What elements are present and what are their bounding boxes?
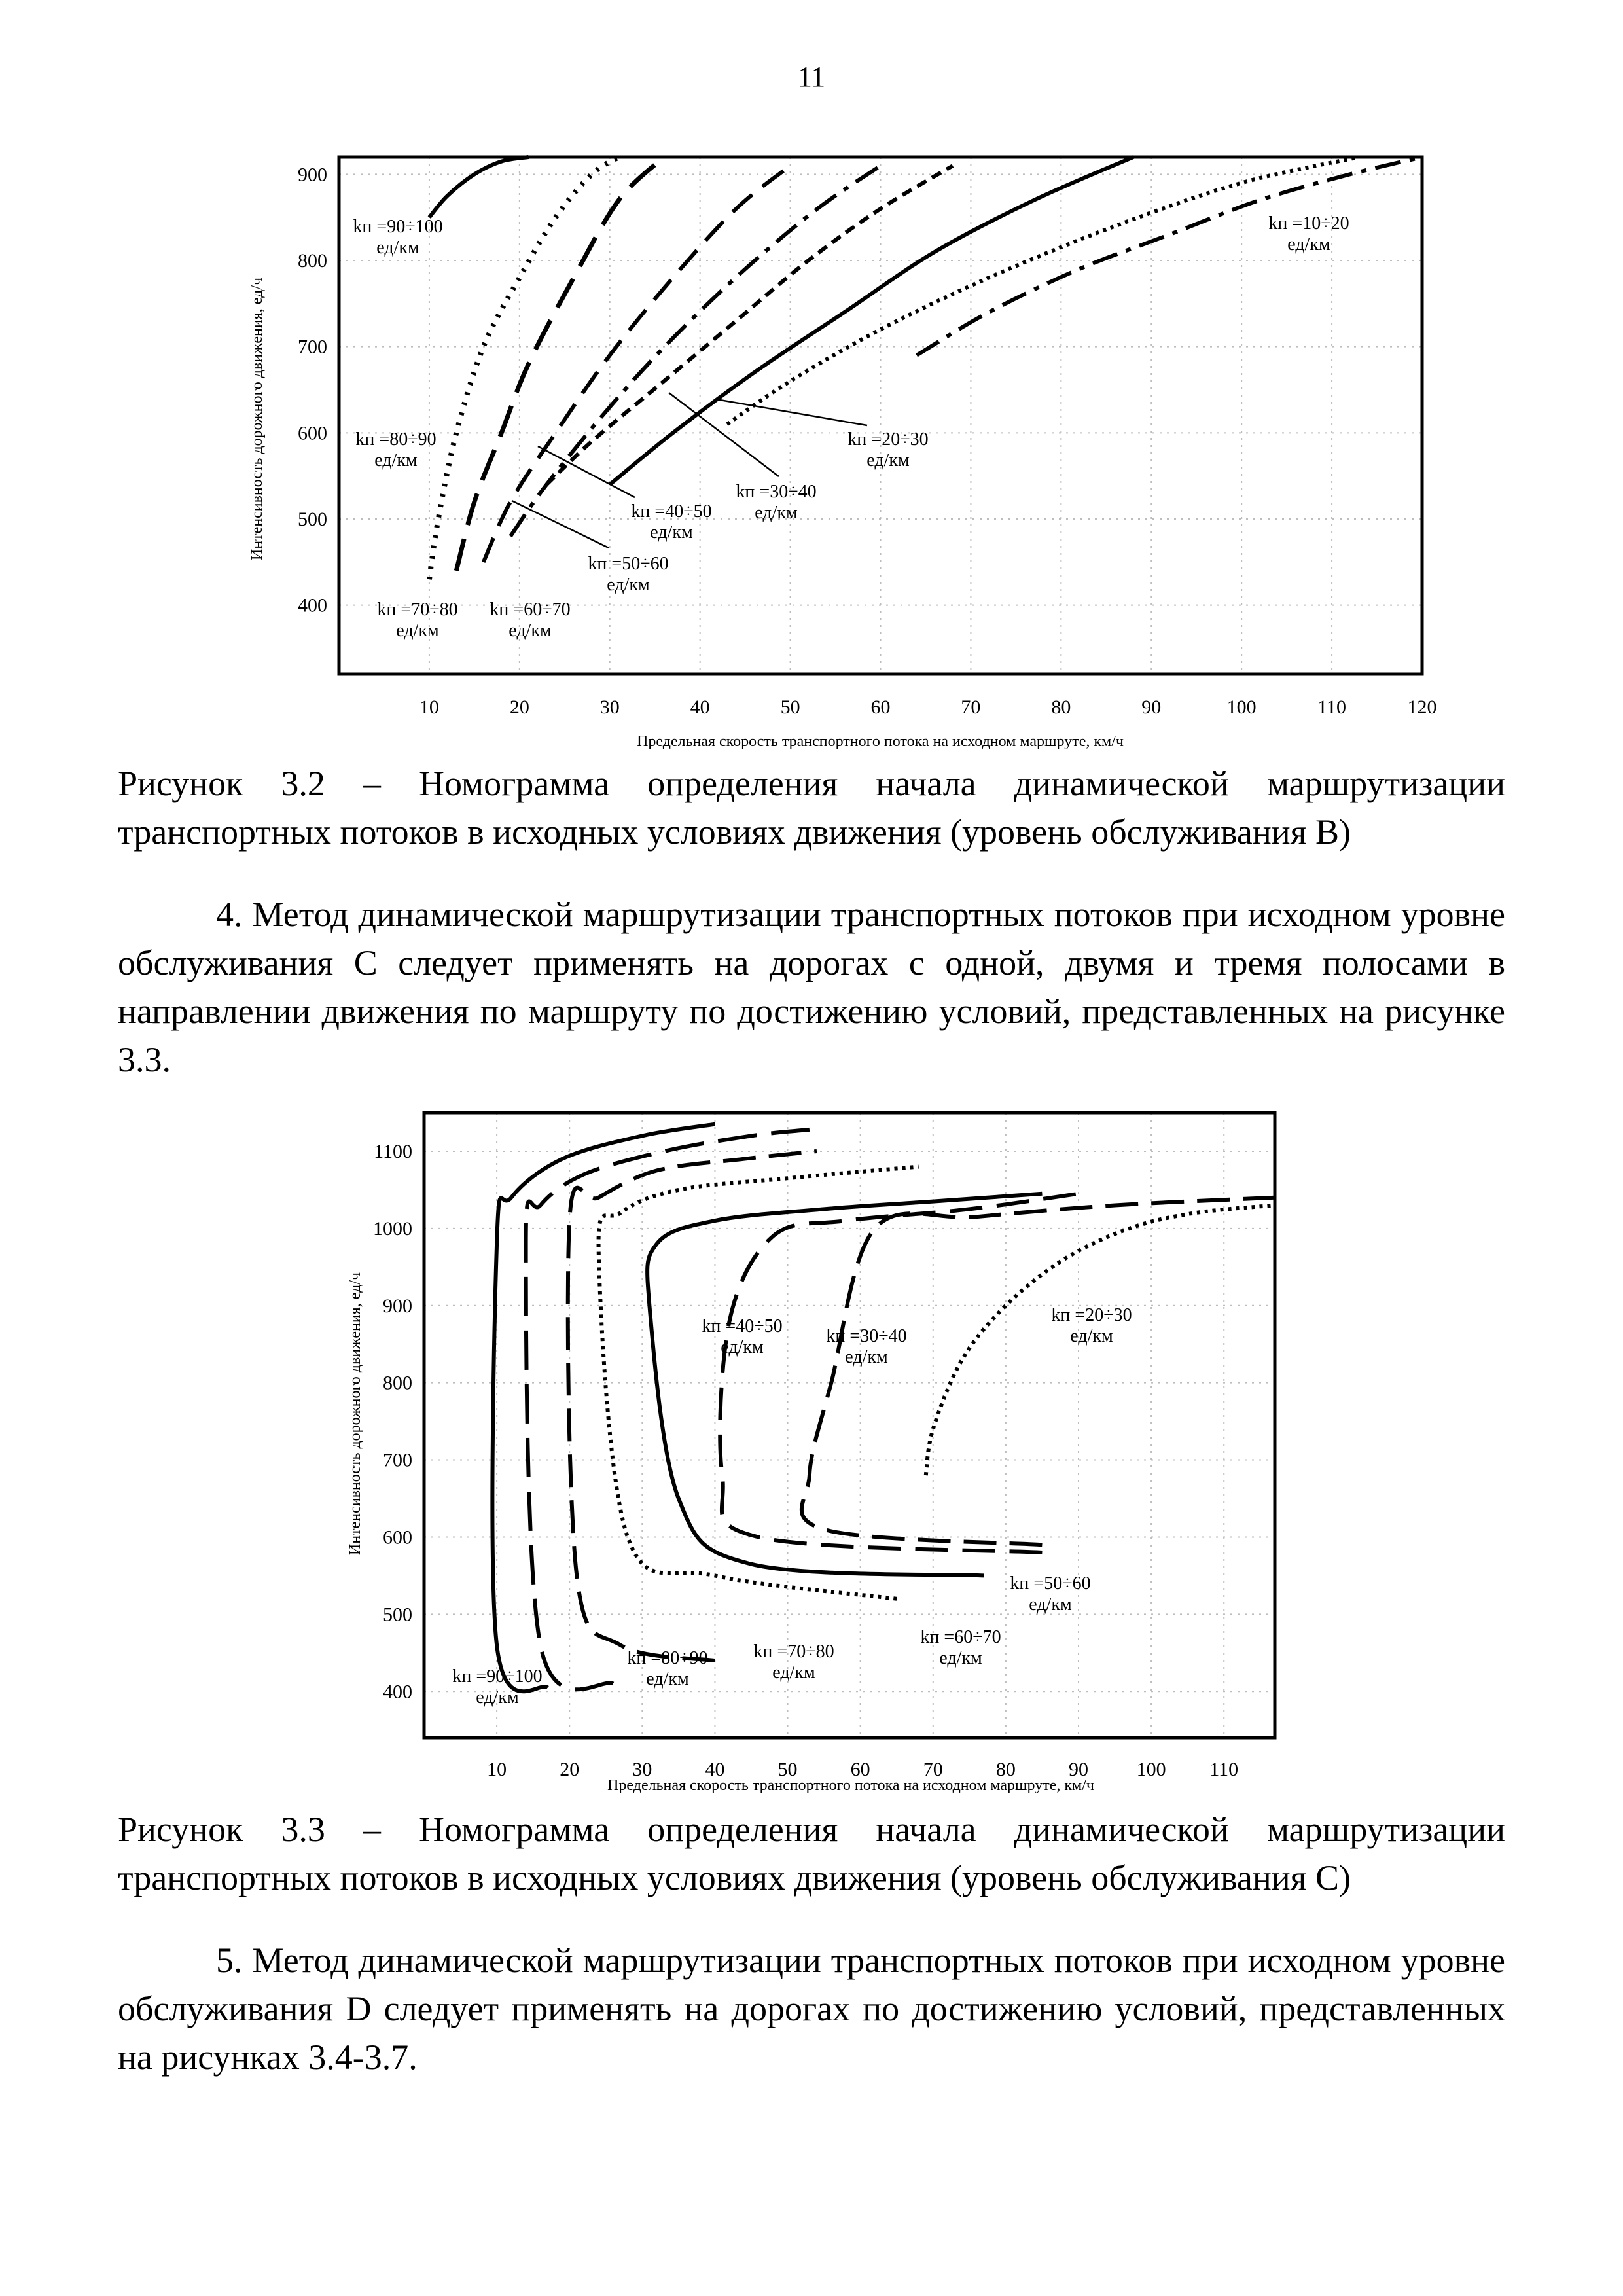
x-tick-label: 40 (705, 1759, 725, 1780)
curve-label-unit: ед/км (646, 1669, 689, 1689)
curve-label-unit: ед/км (376, 238, 419, 258)
curve-label-unit: ед/км (508, 620, 552, 641)
curve-label-unit: ед/км (845, 1347, 888, 1367)
curve-label: kп =20÷30 (1051, 1305, 1132, 1325)
x-axis-title: Предельная скорость транспортного потока на исходном маршруте, км/ч (607, 1777, 1094, 1793)
curve-label-unit: ед/км (866, 450, 910, 471)
x-tick-label: 40 (690, 696, 710, 718)
y-tick-label: 400 (298, 594, 327, 617)
x-tick-label: 20 (509, 696, 529, 718)
y-tick-label: 400 (383, 1681, 412, 1703)
curve-k-30-40 (802, 1198, 1275, 1545)
curve-label: kп =70÷80 (753, 1641, 834, 1662)
x-tick-label: 10 (419, 696, 439, 718)
x-tick-label: 30 (632, 1759, 652, 1780)
page-number: 11 (797, 61, 826, 93)
curve-label-unit: ед/км (1070, 1326, 1113, 1346)
x-tick-label: 90 (1141, 696, 1162, 718)
x-tick-label: 50 (780, 696, 800, 718)
curve-label: kп =40÷50 (702, 1316, 783, 1336)
curve-label-unit: ед/км (755, 503, 798, 523)
x-tick-label: 50 (777, 1759, 798, 1780)
x-tick-label: 10 (487, 1759, 507, 1780)
curve-label: kп =30÷40 (826, 1326, 907, 1346)
x-tick-label: 80 (1051, 696, 1071, 718)
figure-3-2-caption: Рисунок 3.2 – Номограмма определения начала динамической маршрутизации транспортных потоков в исходных условиях движения (уровень обслуживания B) (118, 764, 1505, 852)
y-tick-label: 700 (298, 336, 327, 358)
curve-label-unit: ед/км (396, 620, 439, 641)
curve-label: kп =70÷80 (377, 600, 458, 620)
curve-label-unit: ед/км (476, 1687, 519, 1708)
curve-label: kп =20÷30 (847, 429, 929, 450)
label-leader-line (669, 393, 779, 476)
x-tick-label: 110 (1209, 1759, 1239, 1780)
paragraph-5: 5. Метод динамической маршрутизации транспортных потоков при исходном уровне обслуживания D следует применять на дорогах по достижению условий, представленных на рисунках 3.4-3.7. (118, 1941, 1505, 2077)
label-leader-line (538, 446, 635, 497)
y-tick-label: 900 (383, 1295, 412, 1317)
curve-label-unit: ед/км (607, 575, 650, 595)
x-axis-title: Предельная скорость транспортного потока на исходном маршруте, км/ч (637, 733, 1124, 750)
curve-label-unit: ед/км (772, 1662, 815, 1683)
y-tick-label: 800 (298, 250, 327, 272)
curve-label-unit: ед/км (650, 522, 693, 543)
x-tick-label: 20 (560, 1759, 580, 1780)
figure-3-3-caption: Рисунок 3.3 – Номограмма определения начала динамической маршрутизации транспортных потоков в исходных условиях движения (уровень обслуживания C) (118, 1810, 1505, 1897)
x-tick-label: 30 (599, 696, 620, 718)
x-tick-label: 90 (1069, 1759, 1088, 1780)
curve-k-10-20 (917, 157, 1422, 355)
y-tick-label: 1000 (373, 1217, 412, 1240)
y-tick-label: 800 (383, 1372, 412, 1394)
y-tick-label: 500 (298, 509, 327, 530)
figure-3-3 (340, 1106, 1296, 1793)
nomogram-chart-b (223, 144, 1466, 753)
y-tick-label: 600 (383, 1526, 412, 1549)
x-tick-label: 100 (1226, 696, 1257, 718)
curve-label-unit: ед/км (374, 450, 418, 471)
curve-label: kп =30÷40 (736, 482, 817, 502)
curve-label-unit: ед/км (1029, 1594, 1072, 1615)
x-tick-label: 70 (923, 1759, 943, 1780)
y-axis-title: Интенсивность дорожного движения, ед/ч (347, 1272, 364, 1556)
figure-3-2 (223, 144, 1466, 753)
curve-k-50-60 (510, 166, 881, 536)
y-tick-label: 1100 (374, 1140, 412, 1162)
curve-label: kп =80÷90 (355, 429, 437, 450)
curve-label: kп =80÷90 (627, 1648, 708, 1668)
curve-label: kп =90÷100 (452, 1666, 543, 1687)
curve-label: kп =50÷60 (588, 554, 669, 574)
x-tick-label: 80 (995, 1759, 1016, 1780)
curve-label: kп =10÷20 (1268, 213, 1349, 234)
y-tick-label: 500 (383, 1604, 412, 1626)
nomogram-chart-c (340, 1106, 1296, 1793)
curve-label-unit: ед/км (721, 1337, 764, 1357)
x-tick-label: 60 (870, 696, 891, 718)
curve-label: kп =50÷60 (1010, 1573, 1091, 1594)
y-tick-label: 600 (298, 422, 327, 444)
label-leader-line (512, 501, 609, 548)
curve-label: kп =40÷50 (631, 501, 712, 522)
x-tick-label: 100 (1136, 1759, 1166, 1780)
curve-label: kп =90÷100 (353, 217, 443, 237)
x-tick-label: 70 (961, 696, 981, 718)
curve-k-90-100 (429, 157, 529, 217)
y-tick-label: 900 (298, 164, 327, 186)
paragraph-4: 4. Метод динамической маршрутизации транспортных потоков при исходном уровне обслуживания C следует применять на дорогах с одной, двумя и тремя полосами в направлении движения по маршруту по достижению условий, представленных на рисунке 3.3. (118, 895, 1505, 1079)
curve-label: kп =60÷70 (920, 1627, 1001, 1647)
x-tick-label: 110 (1317, 696, 1347, 718)
y-axis-title: Интенсивность дорожного движения, ед/ч (249, 277, 266, 561)
curve-label-unit: ед/км (1287, 234, 1330, 255)
x-tick-label: 60 (850, 1759, 870, 1780)
curve-k-50-60 (647, 1194, 1042, 1576)
x-tick-label: 120 (1407, 696, 1437, 718)
curve-k-40-50 (720, 1194, 1079, 1552)
curve-label: kп =60÷70 (490, 600, 571, 620)
curve-label-unit: ед/км (939, 1648, 982, 1668)
label-leader-line (716, 399, 867, 425)
y-tick-label: 700 (383, 1449, 412, 1471)
